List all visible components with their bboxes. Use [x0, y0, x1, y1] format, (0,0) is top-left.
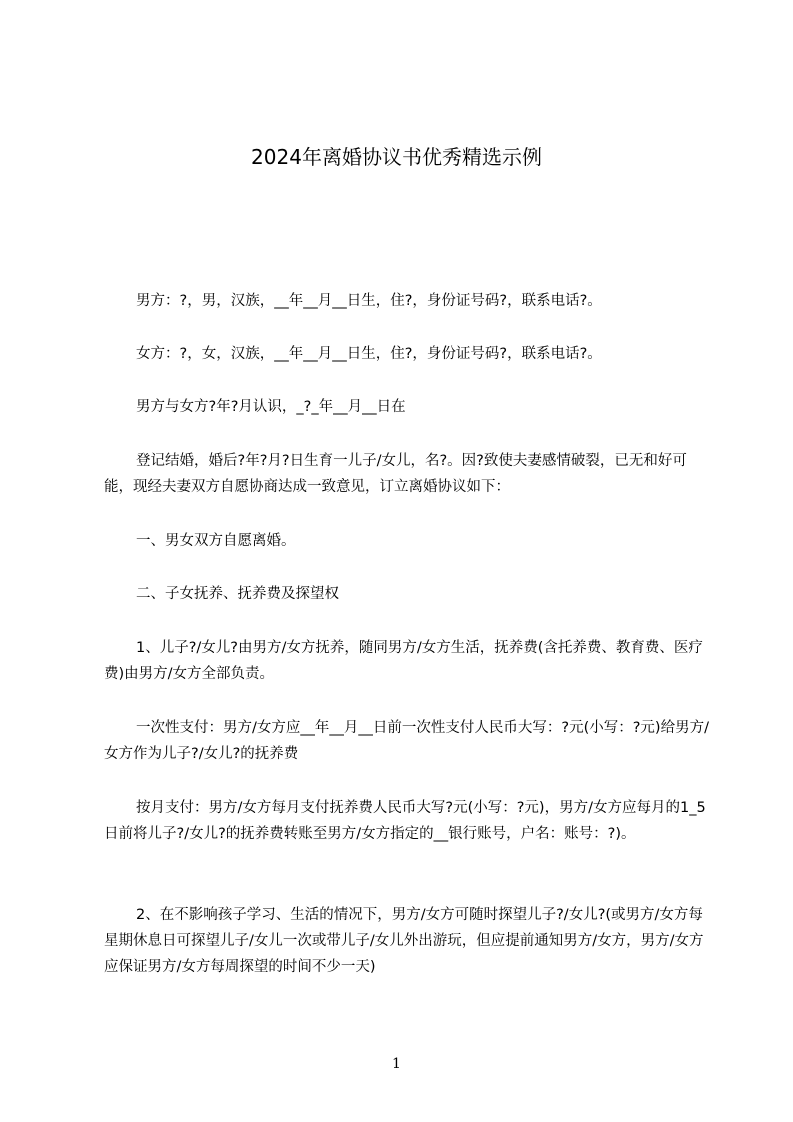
clause-visitation-rights: 2、在不影响孩子学习、生活的情况下，男方/女方可随时探望儿子?/女儿?(或男方/女方每星期休息日可探望儿子/女儿一次或带儿子/女儿外出游玩，但应提前通知男方/女方，男方/女方应保证男方/女方每周探望的时间不少一天): [104, 907, 704, 975]
clause-custody: 1、儿子?/女儿?由男方/女方抚养，随同男方/女方生活，抚养费(含托养费、教育费、医疗费)由男方/女方全部负责。: [104, 640, 703, 682]
paragraph-male-party: 男方：?，男，汉族，__年__月__日生，住?，身份证号码?，联系电话?。: [136, 293, 602, 309]
paragraph-acquaintance: 男方与女方?年?月认识，_?_年__月__日在: [136, 399, 406, 415]
clause-monthly-payment: 按月支付：男方/女方每月支付抚养费人民币大写?元(小写：?元)，男方/女方应每月的1_5日前将儿子?/女儿?的抚养费转账至男方/女方指定的__银行账号，户名：账号：?)。: [104, 800, 706, 842]
section-heading-child-support: 二、子女抚养、抚养费及探望权: [136, 586, 339, 602]
paragraph-female-party: 女方：?，女，汉族，__年__月__日生，住?，身份证号码?，联系电话?。: [136, 346, 602, 362]
paragraph-marriage-registration: 登记结婚，婚后?年?月?日生育一儿子/女儿，名?。因?致使夫妻感情破裂，已无和好可能，现经夫妻双方自愿协商达成一致意见，订立离婚协议如下：: [104, 453, 687, 495]
clause-voluntary-divorce: 一、男女双方自愿离婚。: [136, 533, 296, 549]
document-title: 2024年离婚协议书优秀精选示例: [251, 145, 542, 169]
page-number: 1: [392, 1056, 401, 1072]
clause-lump-sum-payment: 一次性支付：男方/女方应__年__月__日前一次性支付人民币大写：?元(小写：?元)给男方/女方作为儿子?/女儿?的抚养费: [104, 720, 709, 762]
